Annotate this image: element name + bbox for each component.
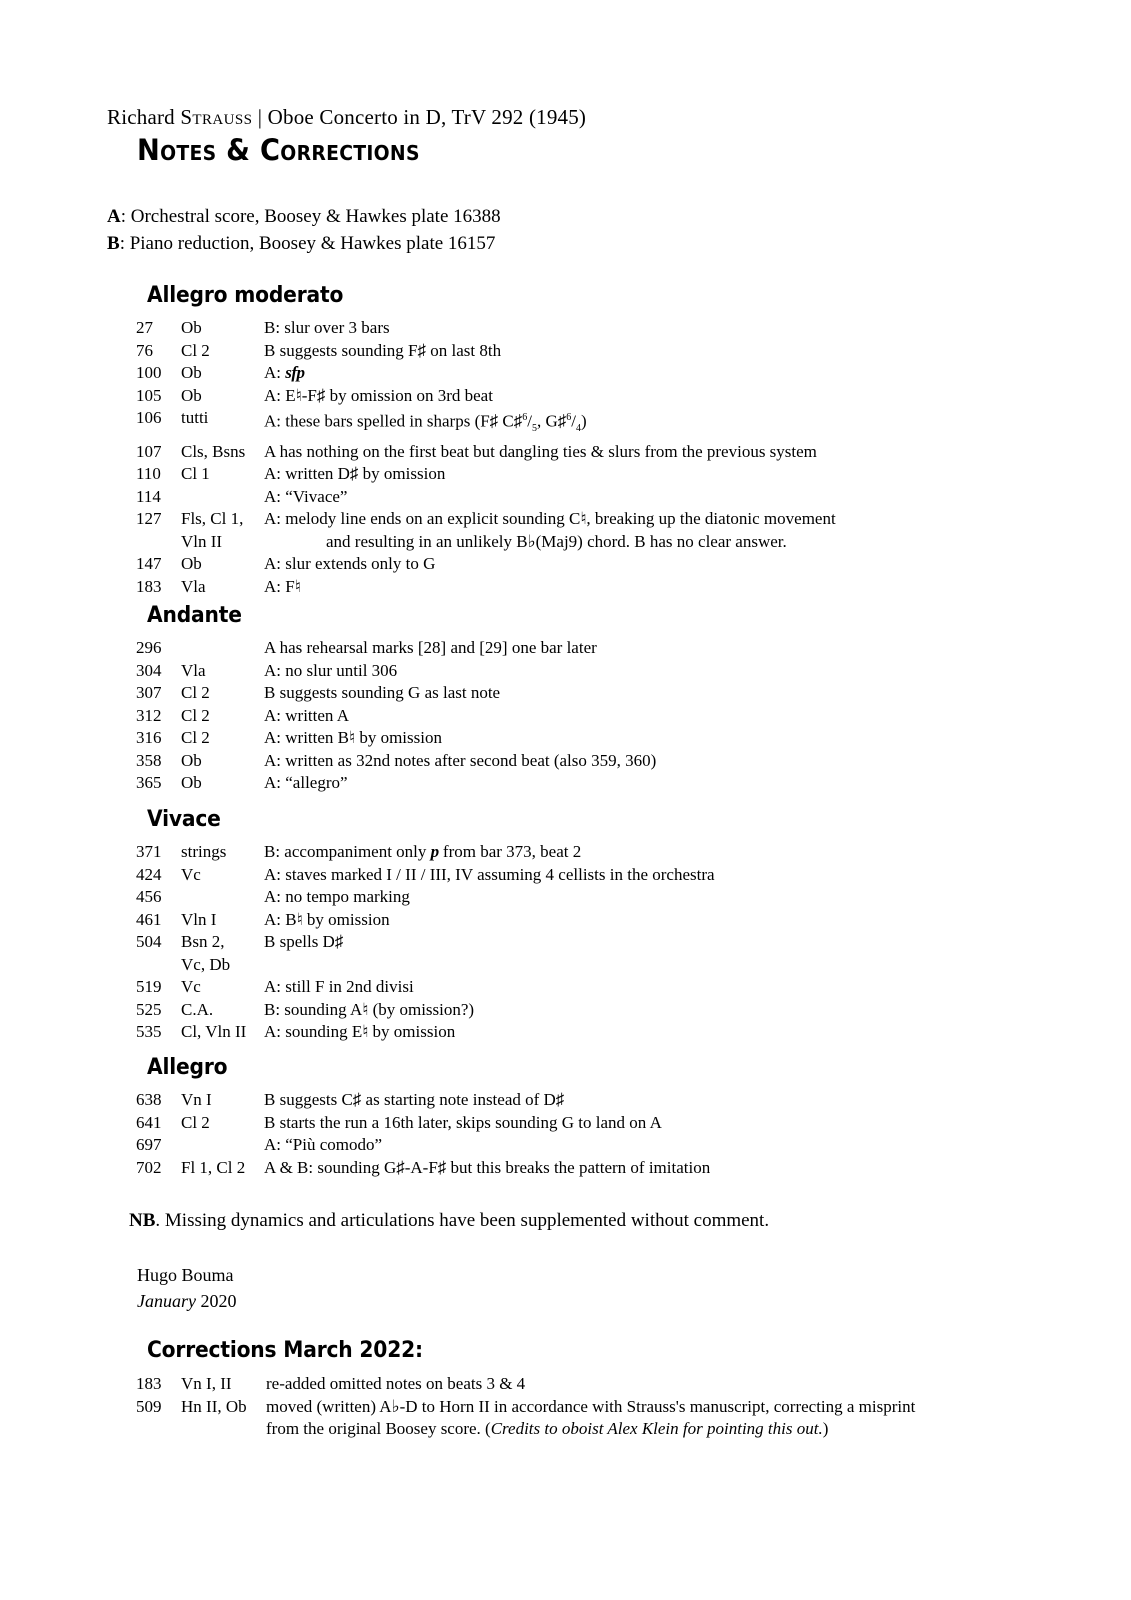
instrument: Vla <box>181 576 206 596</box>
note-row <box>136 841 1036 864</box>
note-row <box>136 727 1036 750</box>
note-text <box>264 362 1036 385</box>
note-row <box>136 772 1036 795</box>
note-row <box>136 1134 1036 1157</box>
note-row <box>136 1373 1036 1396</box>
note-text: A: B♮ by omission <box>264 909 390 929</box>
bar-number: 358 <box>136 750 162 770</box>
bar-number: 183 <box>136 1374 162 1393</box>
note-row <box>136 637 1036 660</box>
instrument: Hn II, Ob <box>181 1396 247 1416</box>
note-row <box>136 705 1036 728</box>
note-text-tail: ) <box>822 1419 829 1438</box>
bar-number: 312 <box>136 705 162 725</box>
bar-number: 697 <box>136 1135 162 1154</box>
bar-number: 461 <box>136 909 162 929</box>
note-text: A: sounding E♮ by omission <box>264 1022 456 1041</box>
entry-list <box>136 317 1036 598</box>
bar-number: 424 <box>136 864 162 884</box>
note-text-prefix: A: <box>264 363 286 382</box>
credit-text: Credits to oboist Alex Klein for pointing this out. <box>490 1419 823 1438</box>
note-text: A: F♮ <box>264 576 301 596</box>
source-text: : Piano reduction, Boosey & Hawkes plate 16157 <box>119 233 496 254</box>
section-heading: Allegro <box>147 1055 228 1080</box>
bar-number: 304 <box>136 660 162 680</box>
source-list <box>107 203 1007 257</box>
dynamic-marking: sfp <box>285 363 305 382</box>
section-vivace <box>136 807 1036 1044</box>
note-text: A: “Vivace” <box>264 486 348 506</box>
figure-upper: 6 <box>566 412 572 423</box>
instrument: tutti <box>181 408 209 427</box>
bar-number: 147 <box>136 554 162 574</box>
work-line <box>107 104 1027 130</box>
instrument: Vn I <box>181 1090 212 1109</box>
section-heading: Andante <box>147 603 242 628</box>
note-row <box>136 463 1036 486</box>
instrument: Cls, Bsns <box>181 441 246 461</box>
note-row <box>136 576 1036 599</box>
section-heading: Allegro moderato <box>147 283 344 308</box>
note-row-continuation <box>136 954 1036 977</box>
section-andante <box>136 603 1036 795</box>
source-sigil: B <box>107 233 120 254</box>
note-text: A: staves marked I / II / III, IV assuming 4 cellists in the orchestra <box>264 864 715 884</box>
note-row <box>136 750 1036 773</box>
bar-number: 127 <box>136 509 162 529</box>
note-text-line2 <box>266 1418 1036 1441</box>
instrument: Ob <box>181 385 202 405</box>
note-row <box>136 317 1036 340</box>
note-text: B suggests sounding G as last note <box>264 683 501 702</box>
bar-number: 107 <box>136 441 162 461</box>
instrument: Vln II <box>181 531 223 551</box>
instrument: Cl 1 <box>181 464 210 484</box>
composer-first-name: Richard <box>107 105 181 129</box>
note-text: A: written D♯ by omission <box>264 464 446 484</box>
note-row <box>136 1396 1036 1441</box>
section-corrections-2022 <box>136 1338 1036 1441</box>
note-text: A: slur extends only to G <box>264 554 436 574</box>
note-text <box>264 841 1036 864</box>
note-row <box>136 362 1036 385</box>
section-heading: Vivace <box>147 807 221 832</box>
instrument: Fl 1, Cl 2 <box>181 1157 246 1177</box>
note-text: A: “Più comodo” <box>264 1135 383 1154</box>
note-text: A: these bars spelled in sharps (F♯ $C♯^6/_5$, $G♯^6/_4$) <box>264 411 587 435</box>
instrument: Cl 2 <box>181 340 210 360</box>
note-text: A has nothing on the first beat but dangling ties & slurs from the previous system <box>264 441 817 461</box>
bar-number: 456 <box>136 887 162 906</box>
source-text: : Orchestral score, Boosey & Hawkes plate 16388 <box>120 206 501 227</box>
source-item <box>107 230 1007 257</box>
bar-number: 638 <box>136 1090 162 1109</box>
signature-block <box>137 1262 236 1314</box>
bar-number: 535 <box>136 1022 162 1041</box>
instrument: Cl 2 <box>181 683 210 702</box>
note-text: B spells D♯ <box>264 932 344 951</box>
note-row <box>136 508 1036 531</box>
bar-number: 114 <box>136 486 161 506</box>
instrument: Ob <box>181 773 202 792</box>
bar-number: 106 <box>136 408 162 427</box>
nb-note <box>129 1208 769 1234</box>
entry-list <box>136 1089 1036 1179</box>
note-text: re-added omitted notes on beats 3 & 4 <box>266 1374 526 1393</box>
section-allegro-moderato <box>136 283 1036 598</box>
note-row <box>136 1089 1036 1112</box>
note-text: A: no tempo marking <box>264 887 410 906</box>
instrument: C.A. <box>181 999 214 1019</box>
note-text-line1: moved (written) A♭-D to Horn II in accordance with Strauss's manuscript, correcting a misprint <box>266 1396 916 1416</box>
signature-date <box>137 1288 236 1314</box>
instrument: Ob <box>181 554 202 574</box>
note-row <box>136 864 1036 887</box>
entry-list <box>136 637 1036 795</box>
note-row <box>136 1021 1036 1044</box>
note-row <box>136 553 1036 576</box>
bar-number: 509 <box>136 1396 162 1416</box>
bar-number: 307 <box>136 683 162 702</box>
note-row <box>136 1112 1036 1135</box>
instrument: Bsn 2, <box>181 932 225 951</box>
note-text: A: melody line ends on an explicit sounding C♮, breaking up the diatonic movement <box>264 509 836 529</box>
figure-lower: 4 <box>576 423 582 435</box>
composer-last-name: Strauss <box>180 105 253 129</box>
page-title: Notes & Corrections <box>137 133 420 167</box>
note-row <box>136 931 1036 954</box>
bar-number: 641 <box>136 1112 162 1132</box>
instrument: Ob <box>181 318 202 337</box>
title-separator: | <box>252 105 268 129</box>
author-name: Hugo Bouma <box>137 1265 234 1285</box>
signature-year: 2020 <box>195 1291 237 1311</box>
bar-number: 702 <box>136 1157 162 1177</box>
work-title: Oboe Concerto in D, TrV 292 (1945) <box>267 105 587 129</box>
note-text-prefix: B: accompaniment only <box>264 842 431 861</box>
note-row-continuation <box>136 531 1036 554</box>
instrument: Cl 2 <box>181 728 210 747</box>
instrument: Vln I <box>181 909 217 929</box>
bar-number: 296 <box>136 638 162 657</box>
instrument: Cl 2 <box>181 705 210 725</box>
figure-upper: 6 <box>522 412 528 423</box>
nb-label: NB <box>129 1210 156 1231</box>
note-row <box>136 886 1036 909</box>
instrument: Vn I, II <box>181 1374 232 1393</box>
note-text-prefix: A: these bars spelled in sharps (F♯ C♯ <box>264 411 523 431</box>
note-text: A: “allegro” <box>264 773 348 792</box>
note-row <box>136 909 1036 932</box>
instrument: Vc <box>181 977 201 996</box>
note-text: A: still F in 2nd divisi <box>264 977 414 996</box>
note-row <box>136 385 1036 408</box>
note-text: A: E♮-F♯ by omission on 3rd beat <box>264 385 493 405</box>
note-text-suffix: from bar 373, beat 2 <box>438 842 582 861</box>
note-row <box>136 660 1036 683</box>
instrument: Fls, Cl 1, <box>181 509 244 529</box>
note-row <box>136 999 1036 1022</box>
note-text: B: sounding A♮ (by omission?) <box>264 999 475 1019</box>
document-header <box>107 104 1027 167</box>
bar-number: 183 <box>136 576 162 596</box>
instrument: Ob <box>181 363 202 382</box>
bar-number: 525 <box>136 999 162 1019</box>
note-text: A: no slur until 306 <box>264 660 398 680</box>
nb-text: . Missing dynamics and articulations have been supplemented without comment. <box>155 1210 770 1231</box>
note-text: A has rehearsal marks [28] and [29] one bar later <box>264 638 597 657</box>
note-text-mid: , G♯ <box>537 411 567 431</box>
note-text: A: written A <box>264 705 349 725</box>
bar-number: 371 <box>136 842 162 861</box>
note-row <box>136 682 1036 705</box>
entry-list <box>136 1373 1036 1441</box>
note-text: B suggests C♯ as starting note instead of D♯ <box>264 1090 565 1109</box>
instrument: Vla <box>181 660 206 680</box>
section-allegro <box>136 1055 1036 1179</box>
bar-number: 76 <box>136 340 153 360</box>
bar-number: 316 <box>136 728 162 747</box>
instrument: Vc <box>181 864 201 884</box>
bar-number: 365 <box>136 773 162 792</box>
bar-number: 105 <box>136 385 162 405</box>
instrument: Ob <box>181 750 202 770</box>
dynamic-marking: p <box>430 842 439 861</box>
source-sigil: A <box>107 206 121 227</box>
note-text-plain: from the original Boosey score. ( <box>266 1419 491 1438</box>
instrument: Cl, Vln II <box>181 1022 247 1041</box>
instrument: Cl 2 <box>181 1112 210 1132</box>
note-text: A: written as 32nd notes after second beat (also 359, 360) <box>264 750 657 770</box>
note-text: B: slur over 3 bars <box>264 318 390 337</box>
note-text-suffix: ) <box>581 411 587 431</box>
entry-list <box>136 841 1036 1044</box>
section-heading: Corrections March 2022: <box>147 1338 423 1363</box>
instrument: strings <box>181 842 227 861</box>
note-text <box>266 1396 1036 1441</box>
bar-number: 100 <box>136 363 162 382</box>
bar-number: 27 <box>136 318 153 337</box>
bar-number: 519 <box>136 977 162 996</box>
note-row <box>136 976 1036 999</box>
note-text: B suggests sounding F♯ on last 8th <box>264 340 502 360</box>
note-text: A & B: sounding G♯-A-F♯ but this breaks the pattern of imitation <box>264 1157 711 1177</box>
note-row <box>136 1157 1036 1180</box>
bar-number: 504 <box>136 932 162 951</box>
instrument: Vc, Db <box>181 954 231 974</box>
note-row <box>136 340 1036 363</box>
note-text: and resulting in an unlikely B♭(Maj9) chord. B has no clear answer. <box>326 531 787 551</box>
note-row <box>136 407 1036 441</box>
note-text: B starts the run a 16th later, skips sounding G to land on A <box>264 1112 662 1132</box>
figure-lower: 5 <box>532 423 538 435</box>
note-row <box>136 441 1036 464</box>
note-text: A: written B♮ by omission <box>264 728 442 747</box>
note-row <box>136 486 1036 509</box>
source-item <box>107 203 1007 230</box>
bar-number: 110 <box>136 464 161 484</box>
signature-month: January <box>137 1291 196 1311</box>
